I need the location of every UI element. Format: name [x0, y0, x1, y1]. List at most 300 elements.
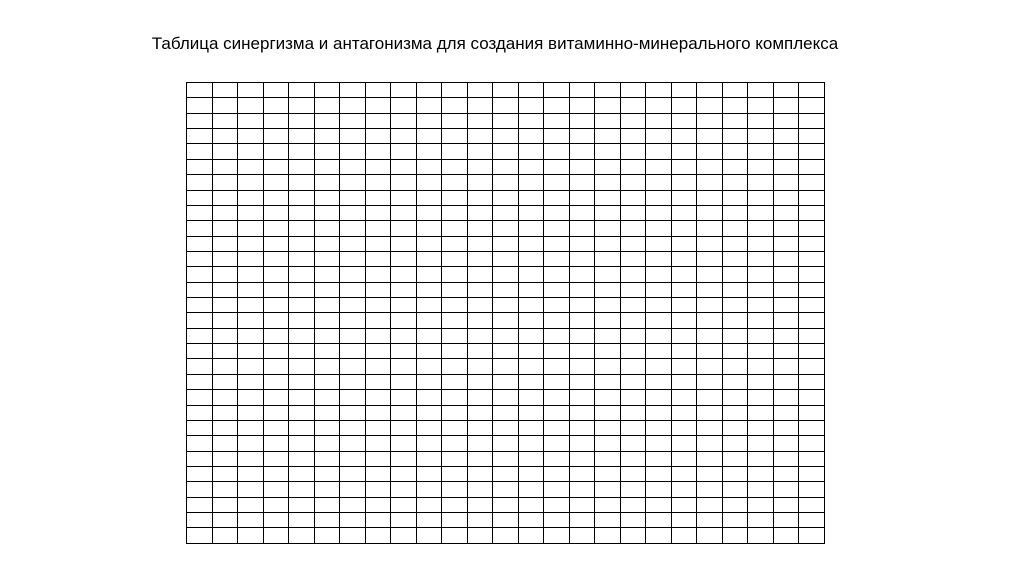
table-cell	[671, 528, 697, 544]
table-cell	[722, 98, 748, 113]
table-cell	[518, 129, 544, 144]
table-cell	[799, 113, 825, 128]
table-cell	[442, 466, 468, 481]
table-cell	[314, 236, 340, 251]
table-cell	[391, 451, 417, 466]
table-cell	[238, 466, 264, 481]
table-cell	[544, 344, 570, 359]
table-cell	[595, 144, 621, 159]
table-cell	[467, 420, 493, 435]
table-cell	[340, 267, 366, 282]
table-cell	[289, 313, 315, 328]
table-cell	[238, 497, 264, 512]
table-cell	[569, 528, 595, 544]
table-cell	[620, 83, 646, 98]
table-cell	[595, 159, 621, 174]
table-cell	[238, 282, 264, 297]
table-cell	[442, 221, 468, 236]
table-cell	[289, 113, 315, 128]
table-cell	[518, 98, 544, 113]
table-cell	[416, 282, 442, 297]
table-cell	[595, 175, 621, 190]
table-cell	[493, 390, 519, 405]
table-cell	[544, 328, 570, 343]
table-cell	[442, 436, 468, 451]
table-cell	[697, 451, 723, 466]
table-cell	[620, 236, 646, 251]
table-cell	[620, 251, 646, 266]
table-cell	[442, 159, 468, 174]
table-cell	[544, 98, 570, 113]
table-cell	[620, 420, 646, 435]
table-cell	[212, 390, 238, 405]
table-cell	[391, 205, 417, 220]
table-row	[187, 405, 825, 420]
table-cell	[340, 390, 366, 405]
table-cell	[518, 267, 544, 282]
table-cell	[314, 328, 340, 343]
table-cell	[442, 205, 468, 220]
table-cell	[569, 236, 595, 251]
table-cell	[493, 236, 519, 251]
table-cell	[544, 374, 570, 389]
table-cell	[289, 144, 315, 159]
table-cell	[595, 513, 621, 528]
table-cell	[442, 374, 468, 389]
table-cell	[569, 482, 595, 497]
table-cell	[314, 83, 340, 98]
table-cell	[442, 359, 468, 374]
table-cell	[518, 205, 544, 220]
table-cell	[365, 513, 391, 528]
table-cell	[518, 236, 544, 251]
table-cell	[238, 144, 264, 159]
table-cell	[187, 129, 213, 144]
table-cell	[595, 482, 621, 497]
table-cell	[722, 221, 748, 236]
table-row	[187, 159, 825, 174]
table-row	[187, 420, 825, 435]
table-cell	[646, 83, 672, 98]
table-cell	[697, 113, 723, 128]
table-cell	[671, 436, 697, 451]
table-cell	[595, 282, 621, 297]
table-cell	[289, 436, 315, 451]
table-row	[187, 390, 825, 405]
table-cell	[569, 190, 595, 205]
table-cell	[722, 374, 748, 389]
table-cell	[212, 98, 238, 113]
table-cell	[748, 513, 774, 528]
table-cell	[748, 436, 774, 451]
table-cell	[748, 129, 774, 144]
table-cell	[416, 190, 442, 205]
table-cell	[646, 359, 672, 374]
table-cell	[697, 420, 723, 435]
table-cell	[391, 466, 417, 481]
table-cell	[544, 513, 570, 528]
table-cell	[595, 98, 621, 113]
table-cell	[391, 436, 417, 451]
table-cell	[391, 251, 417, 266]
table-cell	[314, 267, 340, 282]
table-cell	[799, 313, 825, 328]
table-cell	[238, 390, 264, 405]
table-cell	[773, 129, 799, 144]
table-cell	[238, 251, 264, 266]
table-cell	[289, 282, 315, 297]
table-cell	[799, 144, 825, 159]
table-cell	[416, 374, 442, 389]
table-cell	[187, 528, 213, 544]
table-cell	[467, 466, 493, 481]
table-cell	[595, 328, 621, 343]
table-cell	[314, 513, 340, 528]
table-cell	[238, 113, 264, 128]
table-cell	[467, 205, 493, 220]
table-cell	[238, 528, 264, 544]
table-cell	[646, 282, 672, 297]
table-cell	[442, 113, 468, 128]
table-row	[187, 436, 825, 451]
table-cell	[544, 282, 570, 297]
table-cell	[187, 466, 213, 481]
table-cell	[238, 436, 264, 451]
table-cell	[416, 497, 442, 512]
table-cell	[518, 328, 544, 343]
table-cell	[697, 175, 723, 190]
table-cell	[773, 282, 799, 297]
table-cell	[365, 436, 391, 451]
table-cell	[544, 436, 570, 451]
table-row	[187, 221, 825, 236]
table-cell	[340, 528, 366, 544]
table-cell	[365, 466, 391, 481]
table-cell	[595, 405, 621, 420]
table-cell	[569, 405, 595, 420]
table-cell	[442, 267, 468, 282]
table-cell	[799, 129, 825, 144]
table-cell	[569, 282, 595, 297]
table-cell	[212, 236, 238, 251]
table-cell	[799, 528, 825, 544]
table-cell	[238, 482, 264, 497]
table-cell	[289, 236, 315, 251]
table-cell	[187, 298, 213, 313]
table-cell	[544, 251, 570, 266]
table-cell	[748, 390, 774, 405]
table-cell	[289, 344, 315, 359]
table-cell	[263, 83, 289, 98]
table-cell	[773, 205, 799, 220]
table-cell	[773, 405, 799, 420]
table-cell	[263, 482, 289, 497]
table-cell	[493, 513, 519, 528]
table-cell	[289, 190, 315, 205]
table-cell	[722, 405, 748, 420]
table-cell	[697, 466, 723, 481]
table-cell	[799, 420, 825, 435]
table-cell	[365, 313, 391, 328]
table-cell	[314, 175, 340, 190]
table-cell	[289, 129, 315, 144]
table-cell	[416, 482, 442, 497]
table-cell	[722, 113, 748, 128]
table-cell	[238, 420, 264, 435]
table-cell	[263, 374, 289, 389]
table-cell	[646, 405, 672, 420]
table-cell	[646, 267, 672, 282]
table-cell	[773, 436, 799, 451]
table-cell	[442, 298, 468, 313]
table-cell	[569, 359, 595, 374]
table-cell	[646, 420, 672, 435]
table-cell	[697, 313, 723, 328]
table-row	[187, 205, 825, 220]
table-cell	[799, 205, 825, 220]
table-cell	[314, 482, 340, 497]
table-cell	[238, 513, 264, 528]
table-cell	[467, 129, 493, 144]
table-cell	[518, 374, 544, 389]
table-cell	[697, 497, 723, 512]
table-cell	[263, 359, 289, 374]
table-cell	[187, 251, 213, 266]
table-cell	[442, 451, 468, 466]
table-cell	[773, 298, 799, 313]
table-cell	[595, 267, 621, 282]
table-cell	[263, 420, 289, 435]
table-cell	[340, 405, 366, 420]
table-cell	[289, 374, 315, 389]
table-cell	[544, 144, 570, 159]
table-cell	[646, 175, 672, 190]
table-cell	[544, 497, 570, 512]
table-cell	[722, 513, 748, 528]
table-cell	[187, 359, 213, 374]
table-cell	[493, 83, 519, 98]
table-cell	[416, 344, 442, 359]
table-cell	[365, 282, 391, 297]
table-cell	[620, 98, 646, 113]
table-cell	[620, 267, 646, 282]
table-cell	[671, 251, 697, 266]
table-cell	[416, 359, 442, 374]
table-cell	[569, 175, 595, 190]
table-cell	[595, 298, 621, 313]
table-cell	[238, 236, 264, 251]
table-cell	[365, 390, 391, 405]
table-cell	[544, 129, 570, 144]
table-cell	[697, 436, 723, 451]
table-cell	[620, 113, 646, 128]
table-cell	[467, 159, 493, 174]
table-cell	[187, 236, 213, 251]
table-cell	[569, 328, 595, 343]
table-cell	[314, 451, 340, 466]
table-cell	[340, 451, 366, 466]
table-row	[187, 359, 825, 374]
table-cell	[365, 144, 391, 159]
table-cell	[722, 313, 748, 328]
table-cell	[518, 497, 544, 512]
table-cell	[671, 405, 697, 420]
table-cell	[442, 190, 468, 205]
table-cell	[263, 344, 289, 359]
table-cell	[671, 98, 697, 113]
table-cell	[212, 251, 238, 266]
table-cell	[212, 83, 238, 98]
table-cell	[544, 405, 570, 420]
table-cell	[722, 497, 748, 512]
table-cell	[365, 451, 391, 466]
table-cell	[314, 313, 340, 328]
table-cell	[748, 159, 774, 174]
table-cell	[391, 129, 417, 144]
table-cell	[518, 190, 544, 205]
table-cell	[340, 175, 366, 190]
table-cell	[289, 359, 315, 374]
table-cell	[442, 328, 468, 343]
table-cell	[340, 190, 366, 205]
table-cell	[365, 221, 391, 236]
table-cell	[646, 221, 672, 236]
table-cell	[467, 221, 493, 236]
table-cell	[595, 313, 621, 328]
table-cell	[314, 144, 340, 159]
table-cell	[212, 267, 238, 282]
table-cell	[773, 497, 799, 512]
table-row	[187, 144, 825, 159]
table-cell	[748, 466, 774, 481]
table-cell	[493, 528, 519, 544]
table-cell	[544, 267, 570, 282]
table-cell	[416, 313, 442, 328]
table-cell	[442, 251, 468, 266]
table-cell	[340, 497, 366, 512]
table-cell	[263, 159, 289, 174]
table-cell	[314, 528, 340, 544]
table-cell	[493, 405, 519, 420]
table-cell	[518, 451, 544, 466]
table-cell	[722, 528, 748, 544]
table-cell	[340, 159, 366, 174]
table-cell	[697, 359, 723, 374]
table-cell	[620, 313, 646, 328]
table-cell	[467, 113, 493, 128]
table-cell	[212, 205, 238, 220]
table-cell	[187, 221, 213, 236]
table-cell	[314, 420, 340, 435]
table-cell	[544, 451, 570, 466]
table-cell	[722, 328, 748, 343]
table-cell	[748, 251, 774, 266]
table-cell	[442, 390, 468, 405]
table-cell	[722, 205, 748, 220]
table-cell	[493, 497, 519, 512]
table-cell	[391, 221, 417, 236]
table-cell	[544, 390, 570, 405]
table-cell	[187, 282, 213, 297]
table-cell	[340, 513, 366, 528]
table-cell	[697, 482, 723, 497]
table-cell	[314, 344, 340, 359]
table-cell	[518, 513, 544, 528]
table-cell	[365, 175, 391, 190]
table-cell	[671, 190, 697, 205]
table-cell	[212, 282, 238, 297]
table-cell	[416, 513, 442, 528]
table-cell	[212, 374, 238, 389]
table-cell	[365, 190, 391, 205]
table-cell	[595, 83, 621, 98]
table-cell	[544, 298, 570, 313]
table-cell	[442, 144, 468, 159]
table-cell	[289, 513, 315, 528]
table-cell	[212, 298, 238, 313]
table-cell	[518, 282, 544, 297]
table-cell	[646, 390, 672, 405]
table-cell	[595, 344, 621, 359]
table-cell	[799, 390, 825, 405]
table-cell	[799, 298, 825, 313]
table-cell	[722, 251, 748, 266]
table-cell	[442, 98, 468, 113]
table-cell	[442, 528, 468, 544]
table-cell	[289, 482, 315, 497]
table-cell	[620, 436, 646, 451]
table-cell	[467, 313, 493, 328]
table-cell	[340, 328, 366, 343]
table-cell	[748, 359, 774, 374]
table-cell	[620, 451, 646, 466]
table-cell	[620, 144, 646, 159]
table-cell	[748, 374, 774, 389]
table-cell	[289, 83, 315, 98]
table-cell	[544, 420, 570, 435]
table-cell	[365, 205, 391, 220]
table-cell	[289, 405, 315, 420]
table-cell	[238, 328, 264, 343]
table-cell	[263, 282, 289, 297]
table-cell	[620, 497, 646, 512]
table-cell	[697, 344, 723, 359]
table-cell	[671, 313, 697, 328]
table-cell	[212, 513, 238, 528]
table-cell	[493, 144, 519, 159]
table-cell	[442, 344, 468, 359]
table-cell	[569, 129, 595, 144]
table-cell	[212, 313, 238, 328]
table-cell	[773, 420, 799, 435]
table-cell	[212, 221, 238, 236]
table-cell	[595, 221, 621, 236]
table-cell	[391, 113, 417, 128]
table-cell	[493, 374, 519, 389]
table-cell	[671, 359, 697, 374]
table-row	[187, 482, 825, 497]
table-cell	[595, 497, 621, 512]
table-cell	[238, 98, 264, 113]
table-cell	[773, 313, 799, 328]
table-cell	[697, 328, 723, 343]
table-row	[187, 236, 825, 251]
table-cell	[671, 482, 697, 497]
table-cell	[748, 405, 774, 420]
table-cell	[697, 236, 723, 251]
table-cell	[646, 482, 672, 497]
table-cell	[799, 436, 825, 451]
